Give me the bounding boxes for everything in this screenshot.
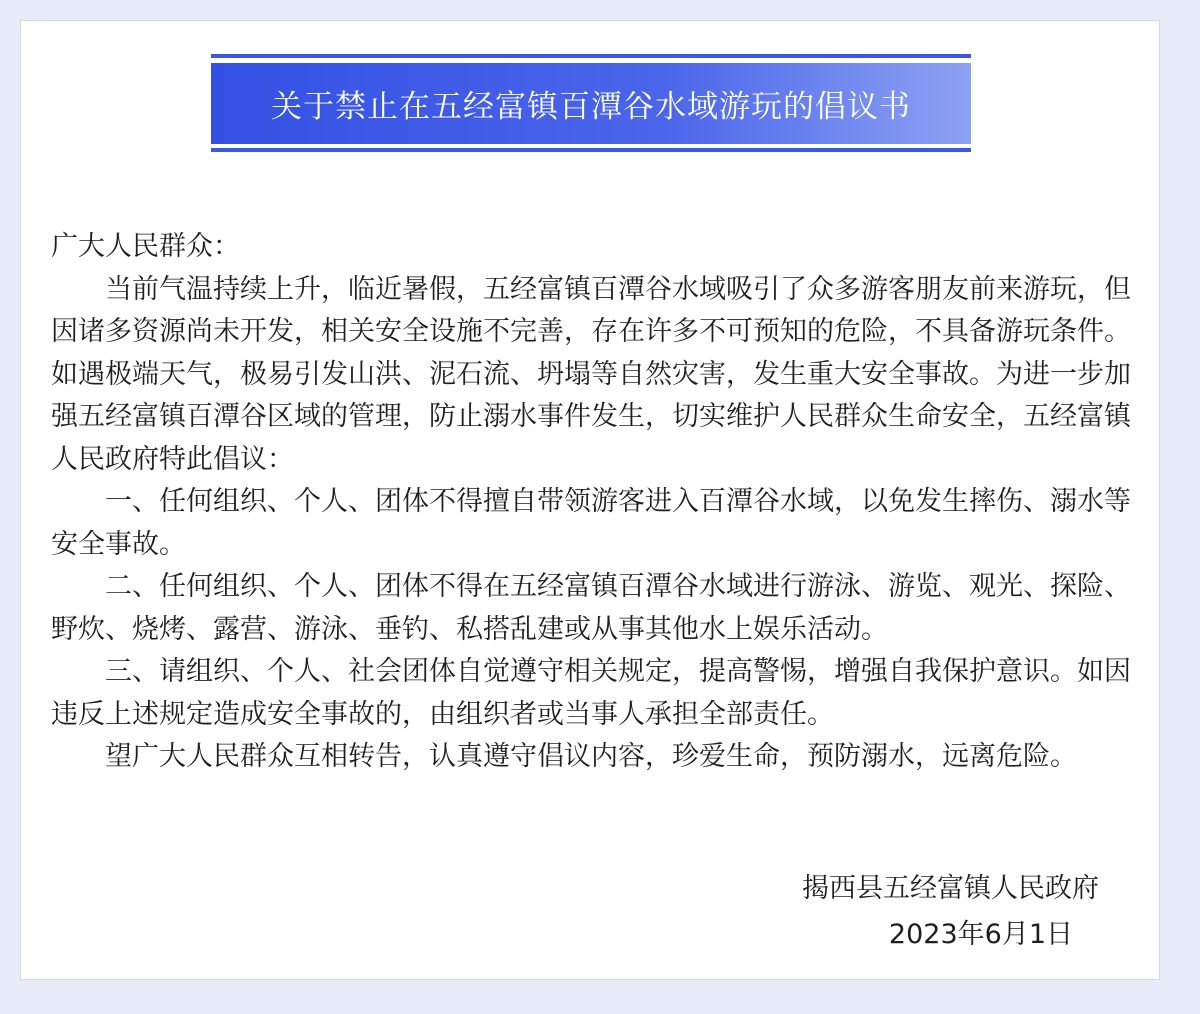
paragraph-item-3: 三、请组织、个人、社会团体自觉遵守相关规定，提高警惕，增强自我保护意识。如因违反上述规定造成安全事故的，由组织者或当事人承担全部责任。 bbox=[51, 656, 1131, 730]
paragraph-item-1: 一、任何组织、个人、团体不得擅自带领游客进入百潭谷水域，以免发生摔伤、溺水等安全事故。 bbox=[51, 486, 1131, 560]
paragraph-intro: 当前气温持续上升，临近暑假，五经富镇百潭谷水域吸引了众多游客朋友前来游玩，但因诸多资源尚未开发，相关安全设施不完善，存在许多不可预知的危险，不具备游玩条件。如遇极端天气，极易引发山洪、泥石流、坍塌等自然灾害，发生重大安全事故。为进一步加强五经富镇百潭谷区域的管理，防止溺水事件发生，切实维护人民群众生命安全，五经富镇人民政府特此倡议： bbox=[51, 273, 1131, 475]
document-title: 关于禁止在五经富镇百潭谷水域游玩的倡议书 bbox=[271, 89, 911, 125]
salutation: 广大人民群众： bbox=[51, 231, 240, 262]
signature-date: 2023年6月1日 bbox=[888, 919, 1073, 950]
paragraph-item-2: 二、任何组织、个人、团体不得在五经富镇百潭谷水域进行游泳、游览、观光、探险、野炊、烧烤、露营、游泳、垂钓、私搭乱建或从事其他水上娱乐活动。 bbox=[51, 571, 1131, 645]
paragraph-closing: 望广大人民群众互相转告，认真遵守倡议内容，珍爱生命，预防溺水，远离危险。 bbox=[105, 741, 1077, 772]
title-bottom-rule bbox=[211, 148, 971, 152]
document-card bbox=[20, 20, 1160, 980]
signature-block bbox=[802, 866, 1099, 958]
document-body bbox=[51, 226, 1131, 779]
signature-organization: 揭西县五经富镇人民政府 bbox=[802, 873, 1099, 904]
title-top-rule bbox=[211, 54, 971, 58]
title-banner bbox=[211, 54, 971, 154]
title-box bbox=[211, 63, 971, 144]
